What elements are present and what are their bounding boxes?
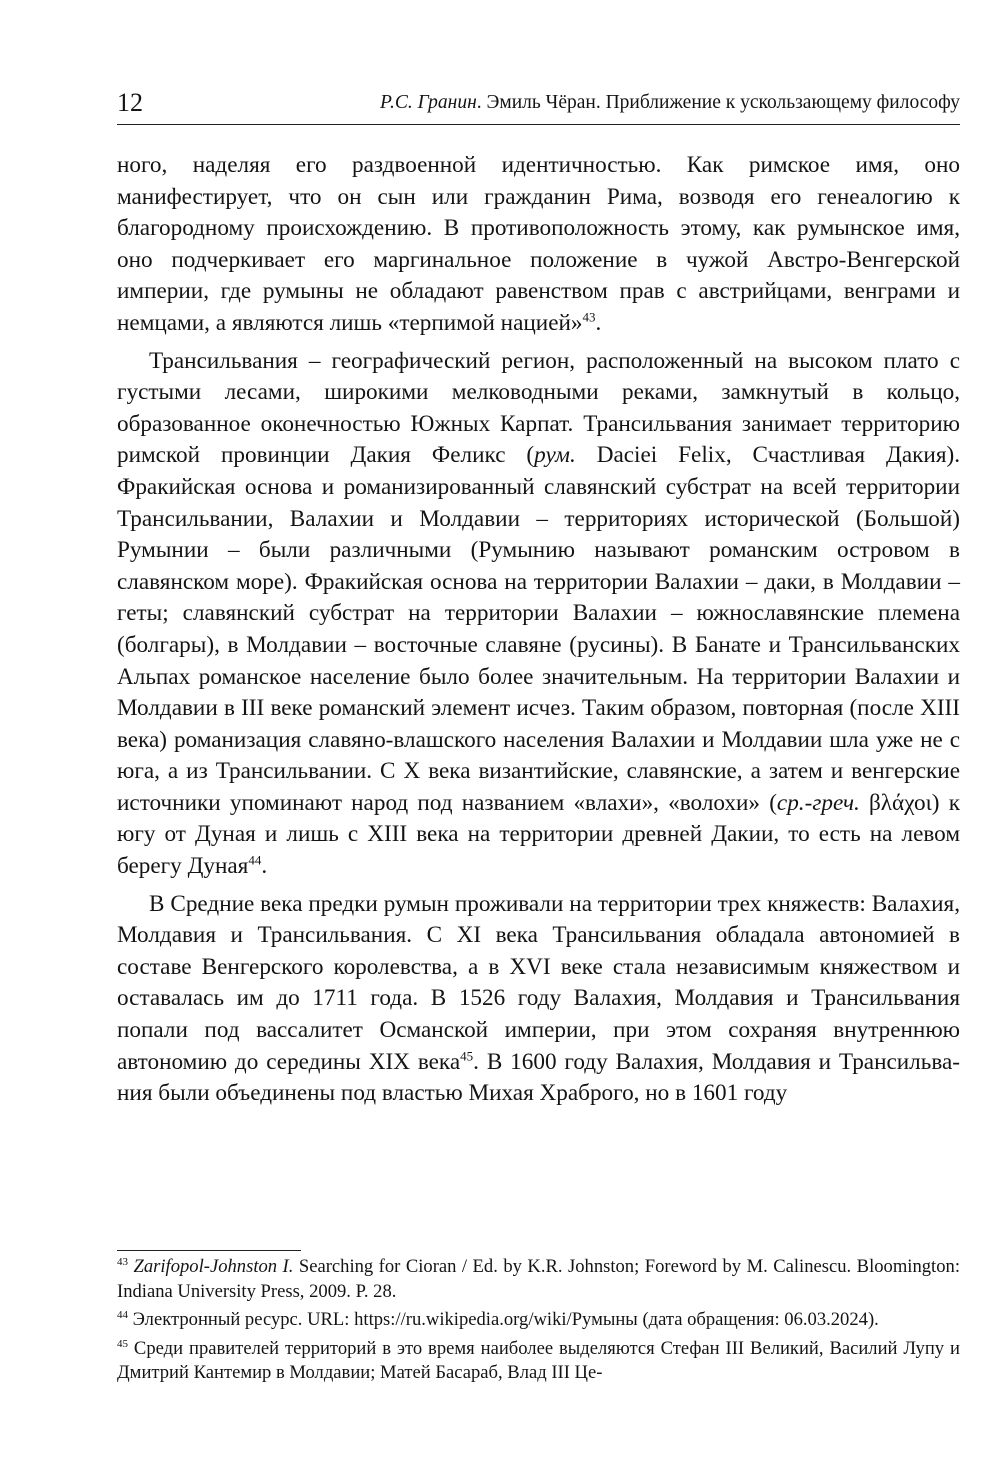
paragraph-1 [117,150,960,340]
page-number: 12 [117,88,143,117]
paragraph-text: βλάχοι) к югу от Дуная и лишь с XIII века на территории древней Дакии, то есть на левом берегу Дуная [117,789,960,880]
footnote-number: 44 [117,1308,128,1321]
footnote-divider [117,1250,301,1251]
italic-abbrev: рум. [534,442,576,469]
footnote-43 [117,1255,960,1304]
paragraph-3 [117,889,960,1110]
footnote-ref-45[interactable]: 45 [460,1047,474,1063]
paragraph-text: . В 1600 году Валахия, Молдавия и Трансильвания были объединены под властью Михая Храброго, но в 1601 году [117,1048,961,1107]
header-title: . Эмиль Чёран. Приближение к ускользающему философу [476,92,960,113]
main-text [117,150,960,1110]
footnote-45 [117,1337,960,1386]
paragraph-text: . [595,309,602,336]
paragraph-text: Трансильвания – географический регион, расположенный на высоком плато с густыми лесами, широкими мелководными реками, замкнутый в кольцо, образованное оконечностью Южных Карпат. Трансильвания занимает территорию римской провинции Дакия Феликс ( [117,347,960,469]
running-header [117,84,960,125]
footnote-number: 43 [117,1255,128,1268]
footnote-text: Среди правителей территорий в это время наиболее выделяются Стефан III Великий, Василий Лупу и Дмитрий Кантемир в Молдавии; Матей Басараб, Влад III Це- [117,1337,960,1383]
paragraph-text: ного, наделяя его раздвоенной идентичностью. Как римское имя, оно манифестирует, что он сын или гражданин Рима, возводя его генеалогию к благородному происхождению. В противоположность этому, как румынское имя, оно подчеркивает его маргинальное положение в чужой Австро-Венгерской империи, где румыны не обладают равенством прав с австрийцами, венграми и немцами, а являются лишь «терпимой нацией» [117,152,960,336]
paragraph-text: Daciei Felix, Счастливая Дакия). Фракийская основа и романизированный славянский субстрат на всей территории Трансильвании, Валахии и Молдавии – территориях исторической (Большой) Румынии – были различными (Румынию называют романским островом в славянском море). Фракийская основа на территории Валахии – даки, в Молдавии – геты; славянский субстрат на территории Валахии – южнославянские племена (болгары), в Молдавии – восточные славяне (русины). В Банате и Трансильванских Альпах романское население было более значительным. На территории Валахии и Молдавии в III веке романский элемент исчез. Таким образом, повторная (после XIII века) романизация славяно-влашского населения Валахии и Молдавии шла уже не с юга, а из Трансильвании. С X века византийские, славянские, а затем и венгерские источники упоминают народ под названием «влахи», «волохи» ( [117,442,960,816]
running-title [380,92,960,114]
footnotes [117,1255,960,1390]
header-author: Р.С. Гранин [380,92,477,113]
footnote-author: Zarifopol-Johnston I. [133,1256,294,1277]
footnote-ref-43[interactable]: 43 [582,309,596,325]
footnote-text: Searching for Cioran / Ed. by K.R. Johnston; Foreword by M. Calinescu. Bloomington: Indiana University Press, 2009. P. 28. [117,1256,960,1302]
paragraph-2 [117,346,960,883]
paragraph-text: . [261,853,268,880]
footnote-text: Электронный ресурс. URL: https://ru.wikipedia.org/wiki/Румыны (дата обращения: 06.03.2024). [128,1309,879,1330]
footnote-number: 45 [117,1337,128,1350]
footnote-ref-44[interactable]: 44 [248,852,262,868]
paragraph-text: В Средние века предки румын проживали на территории трех княжеств: Валахия, Молдавия и Трансильвания. С XI века Трансильвания обладала автономией в составе Венгерского королевства, а в XVI веке стала независимым княжеством и оставалась им до 1711 года. В 1526 году Валахия, Молдавия и Трансильвания попали под вассалитет Османской империи, при этом сохраняя внутреннюю автономию до середины XIX века [117,890,960,1075]
italic-abbrev: ср.-греч. [776,789,860,816]
footnote-44 [117,1308,960,1333]
